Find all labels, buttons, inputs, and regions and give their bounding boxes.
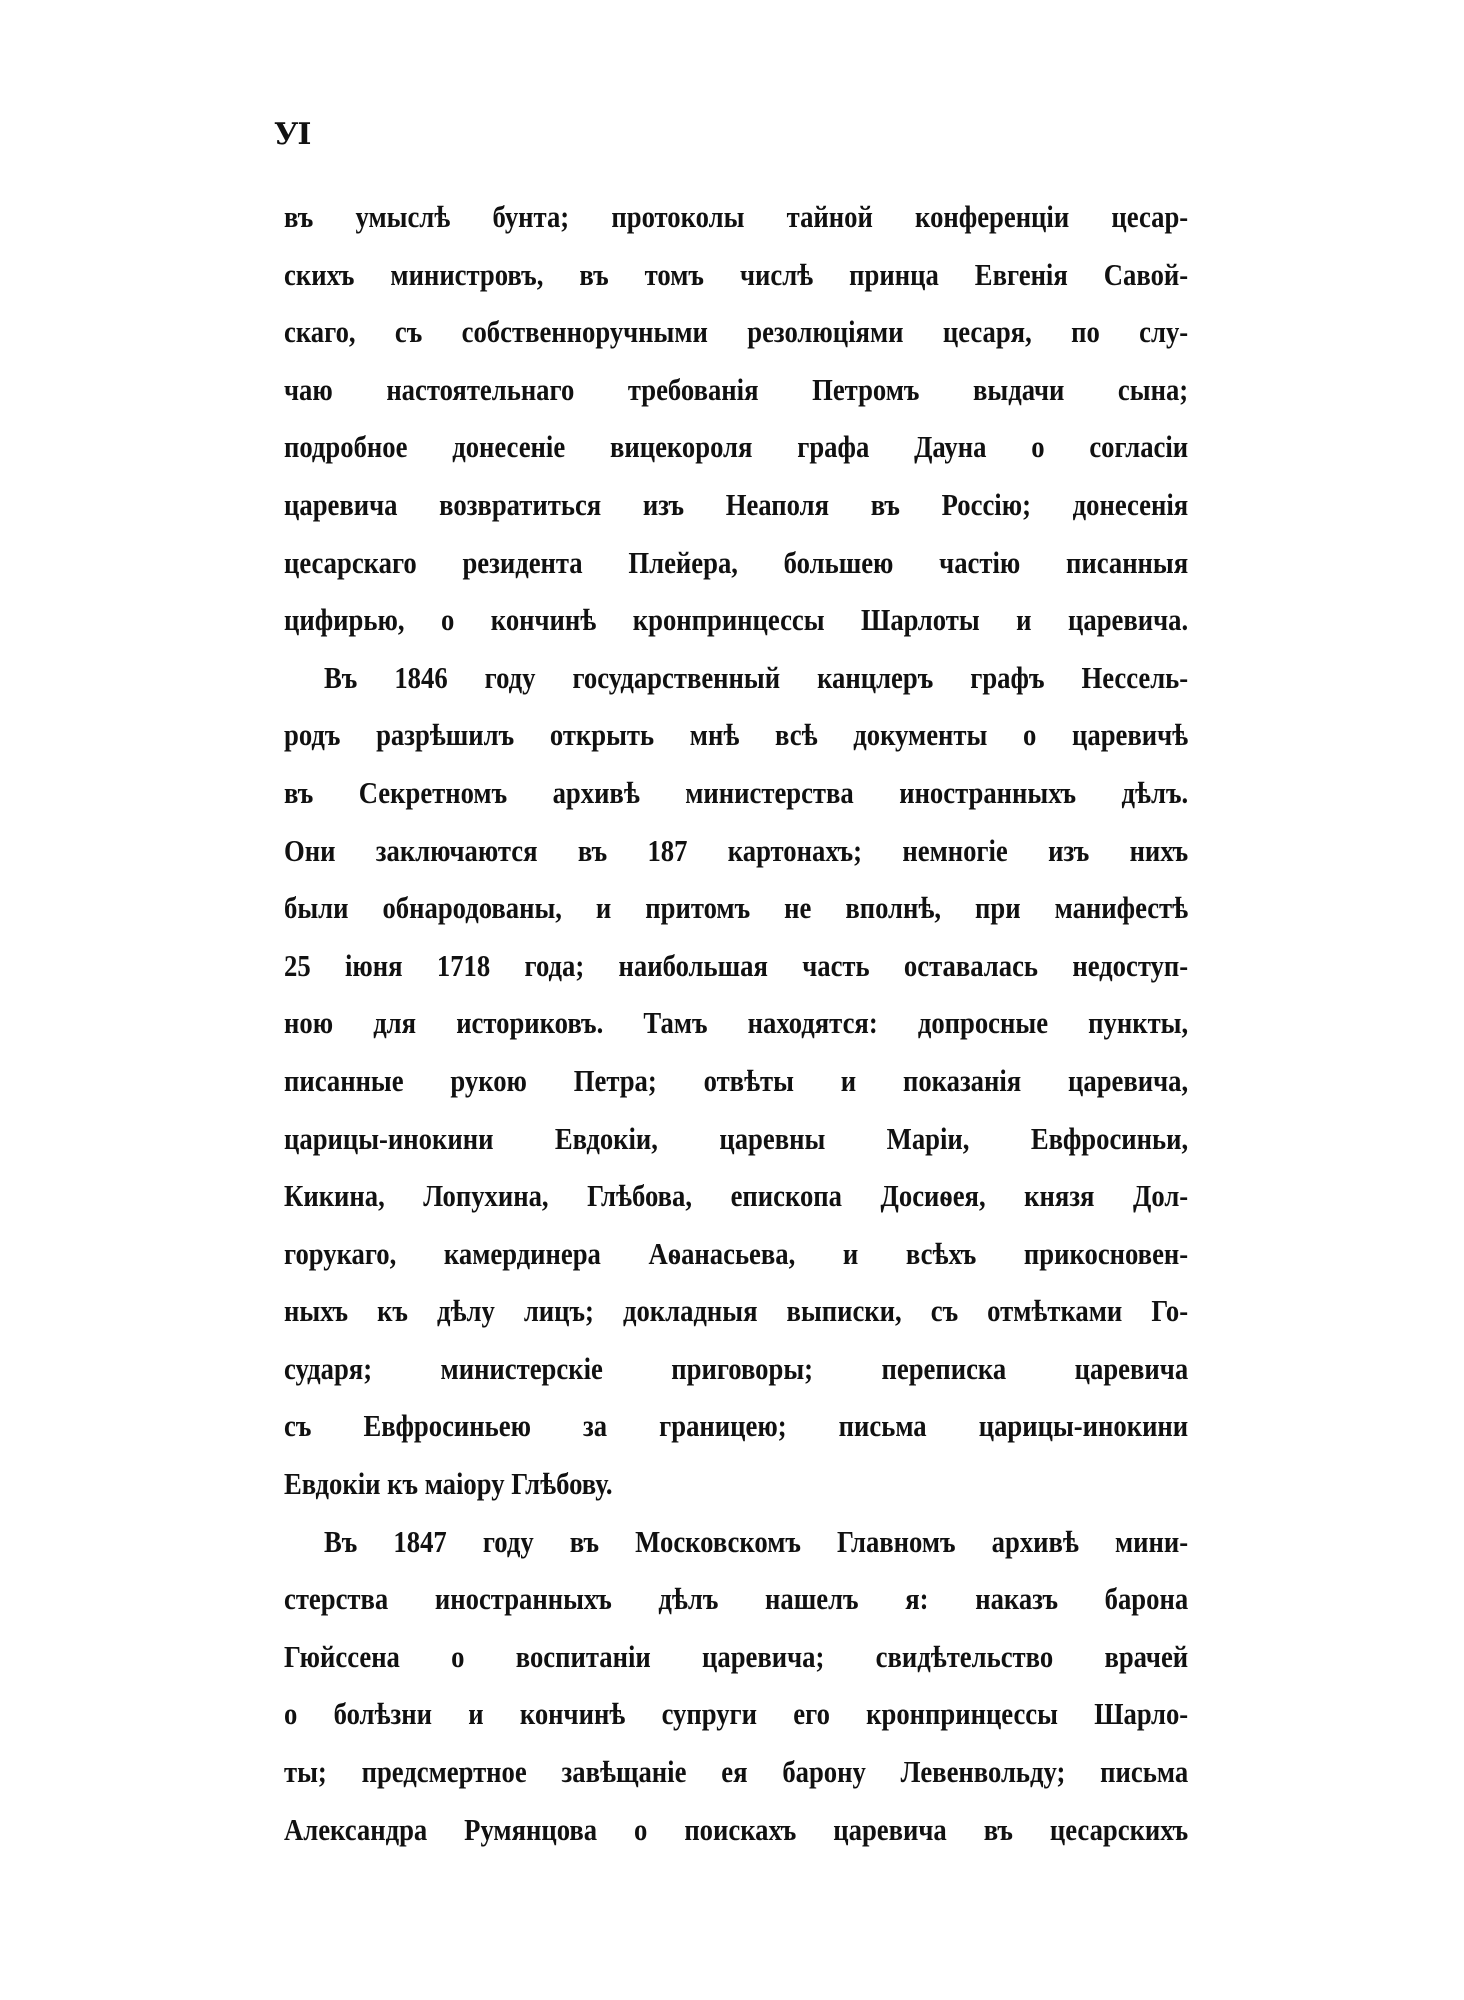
text-line-content: съ Евфросиньею за границею; письма царицы-инокини — [284, 1408, 1189, 1444]
text-line-content: въ умыслѣ бунта; протоколы тайной конференціи цесар- — [284, 199, 1189, 234]
paragraph-3 — [284, 1513, 1188, 1859]
text-line-content: цесарскаго резидента Плейера, большею частію писанныя — [284, 544, 1189, 580]
text-line-content: писанные рукою Петра; отвѣты и показанія царевича, — [284, 1062, 1189, 1098]
text-line-content: сударя; министерскіе приговоры; переписка царевича — [284, 1350, 1189, 1386]
text-line — [284, 822, 1188, 880]
paragraph-1 — [284, 188, 1188, 649]
text-line — [284, 937, 1188, 995]
text-line-content: Евдокіи къ маіору Глѣбову. — [284, 1466, 613, 1502]
text-line-content: были обнародованы, и притомъ не вполнѣ, при манифестѣ — [284, 890, 1189, 926]
text-line — [284, 1225, 1188, 1283]
text-line — [284, 1282, 1188, 1340]
text-line-content: скихъ министровъ, въ томъ числѣ принца Евгенія Савой- — [284, 256, 1189, 292]
text-line-content: стерства иностранныхъ дѣлъ нашелъ я: наказъ барона — [284, 1581, 1189, 1617]
text-line-content: царевича возвратиться изъ Неаполя въ Россію; донесенія — [284, 486, 1189, 522]
text-line — [284, 994, 1188, 1052]
text-line — [284, 764, 1188, 822]
text-line — [284, 1743, 1188, 1801]
text-line — [284, 1570, 1188, 1628]
text-line-content: Въ 1847 году въ Московскомъ Главномъ архивѣ мини- — [324, 1523, 1189, 1559]
text-line — [284, 1110, 1188, 1168]
text-line-content: Они заключаются въ 187 картонахъ; немногіе изъ нихъ — [284, 832, 1189, 868]
text-line — [284, 476, 1188, 534]
text-line — [284, 1167, 1188, 1225]
text-line — [284, 246, 1188, 304]
text-line — [284, 706, 1188, 764]
text-line — [284, 1801, 1188, 1859]
text-line-content: о болѣзни и кончинѣ супруги его кронпринцессы Шарло- — [284, 1696, 1189, 1732]
text-line-content: ты; предсмертное завѣщаніе ея барону Левенвольду; письма — [284, 1754, 1189, 1790]
text-line-content: 25 іюня 1718 года; наибольшая часть оставалась недоступ- — [284, 947, 1189, 983]
text-line-content: Александра Румянцова о поискахъ царевича въ цесарскихъ — [284, 1811, 1189, 1847]
text-line — [284, 1397, 1188, 1455]
text-line — [284, 534, 1188, 592]
page-number: УI — [274, 117, 311, 152]
text-line — [284, 418, 1188, 476]
text-line — [284, 649, 1188, 707]
text-line — [284, 879, 1188, 937]
text-line — [284, 591, 1188, 649]
text-line — [284, 1628, 1188, 1686]
text-line-content: Въ 1846 году государственный канцлеръ графъ Нессель- — [324, 659, 1189, 695]
text-line-content: чаю настоятельнаго требованія Петромъ выдачи сына; — [284, 371, 1189, 407]
text-line-content: цифирью, о кончинѣ кронпринцессы Шарлоты и царевича. — [284, 602, 1189, 638]
text-line — [284, 1052, 1188, 1110]
text-line — [284, 1513, 1188, 1571]
text-line-content: Кикина, Лопухина, Глѣбова, епископа Досиѳея, князя Дол- — [284, 1178, 1189, 1214]
text-line-content: подробное донесеніе вицекороля графа Дауна о согласіи — [284, 429, 1189, 465]
text-line-content: ною для историковъ. Тамъ находятся: допросные пункты, — [284, 1005, 1189, 1041]
text-line — [284, 1455, 1188, 1513]
text-line — [284, 361, 1188, 419]
paragraph-2 — [284, 649, 1188, 1513]
text-line — [284, 303, 1188, 361]
text-line-content: родъ разрѣшилъ открыть мнѣ всѣ документы о царевичѣ — [284, 717, 1189, 753]
body-text — [284, 188, 1188, 1858]
text-line — [284, 1685, 1188, 1743]
text-line-content: ныхъ къ дѣлу лицъ; докладныя выписки, съ отмѣтками Го- — [284, 1293, 1189, 1329]
text-line-content: царицы-инокини Евдокіи, царевны Маріи, Евфросиньи, — [284, 1120, 1189, 1156]
text-line-content: въ Секретномъ архивѣ министерства иностранныхъ дѣлъ. — [284, 774, 1189, 810]
text-line-content: скаго, съ собственноручными резолюціями цесаря, по слу- — [284, 314, 1189, 350]
text-line — [284, 188, 1188, 246]
text-line-content: Гюйссена о воспитаніи царевича; свидѣтельство врачей — [284, 1638, 1189, 1674]
text-line — [284, 1340, 1188, 1398]
text-line-content: горукаго, камердинера Аѳанасьева, и всѣхъ прикосновен- — [284, 1235, 1189, 1271]
